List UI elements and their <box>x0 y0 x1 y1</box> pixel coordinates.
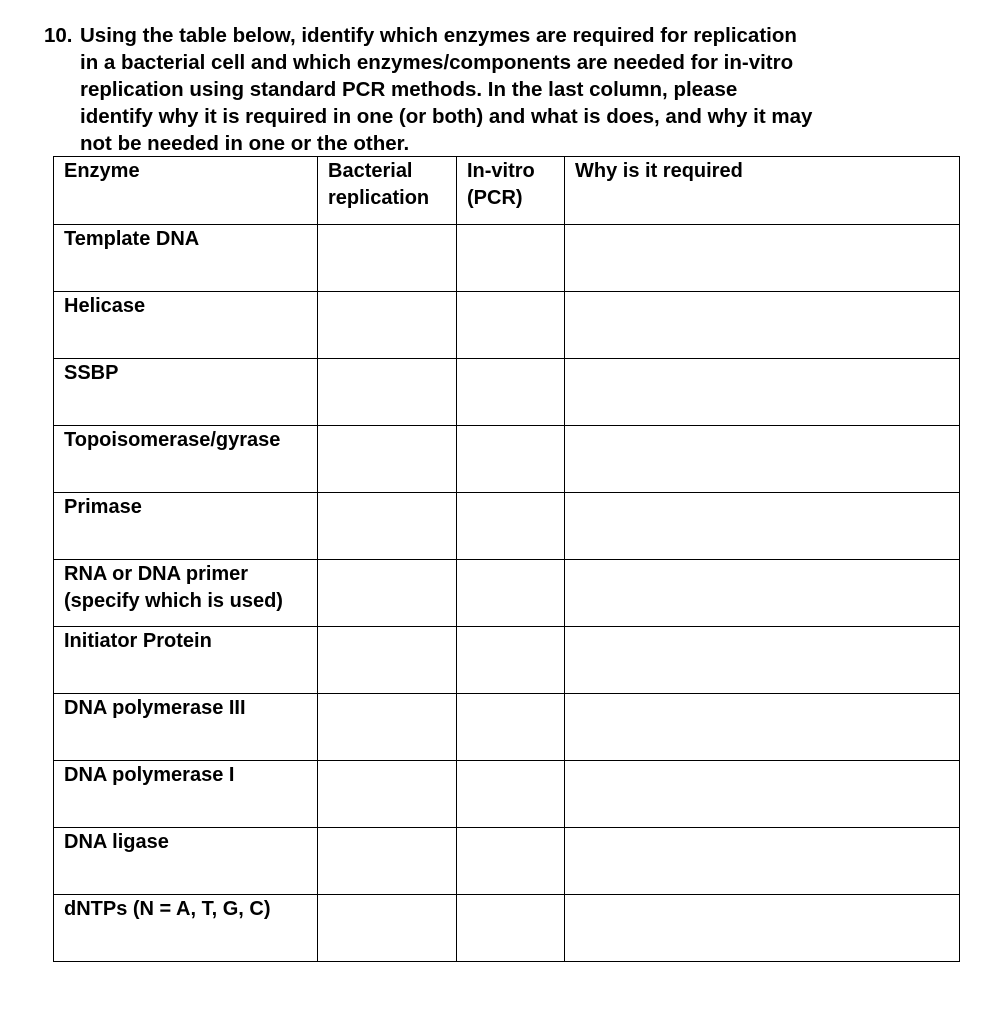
bacterial-answer-cell[interactable] <box>318 828 457 895</box>
table-row <box>54 627 960 694</box>
pcr-answer-cell[interactable] <box>457 761 565 828</box>
why-answer-cell[interactable] <box>565 225 960 292</box>
header-in-vitro-pcr <box>457 157 565 225</box>
bacterial-answer-cell[interactable] <box>318 426 457 493</box>
enzyme-cell <box>54 426 318 493</box>
why-answer-cell[interactable] <box>565 426 960 493</box>
table-row <box>54 895 960 962</box>
question-line: Using the table below, identify which enzymes are required for replication <box>80 24 797 47</box>
enzyme-name: Primase <box>64 496 142 518</box>
pcr-answer-cell[interactable] <box>457 292 565 359</box>
enzyme-name: DNA polymerase I <box>64 764 235 786</box>
enzyme-name: DNA ligase <box>64 831 169 853</box>
enzyme-cell <box>54 292 318 359</box>
bacterial-answer-cell[interactable] <box>318 225 457 292</box>
pcr-answer-cell[interactable] <box>457 560 565 627</box>
pcr-answer-cell[interactable] <box>457 426 565 493</box>
table-row <box>54 828 960 895</box>
header-why-required <box>565 157 960 225</box>
pcr-answer-cell[interactable] <box>457 694 565 761</box>
header-why-label: Why is it required <box>575 160 743 182</box>
enzyme-cell <box>54 895 318 962</box>
enzyme-name: Topoisomerase/gyrase <box>64 429 281 451</box>
bacterial-answer-cell[interactable] <box>318 292 457 359</box>
bacterial-answer-cell[interactable] <box>318 493 457 560</box>
enzyme-name: DNA polymerase III <box>64 697 246 719</box>
why-answer-cell[interactable] <box>565 560 960 627</box>
table-row <box>54 426 960 493</box>
why-answer-cell[interactable] <box>565 761 960 828</box>
why-answer-cell[interactable] <box>565 493 960 560</box>
header-bacterial-label-1: Bacterial <box>328 160 413 182</box>
enzyme-cell <box>54 225 318 292</box>
enzyme-name: Helicase <box>64 295 146 317</box>
table-row <box>54 359 960 426</box>
bacterial-answer-cell[interactable] <box>318 761 457 828</box>
why-answer-cell[interactable] <box>565 694 960 761</box>
bacterial-answer-cell[interactable] <box>318 895 457 962</box>
enzyme-table <box>53 156 960 962</box>
enzyme-cell <box>54 359 318 426</box>
header-enzyme <box>54 157 318 225</box>
question-line: in a bacterial cell and which enzymes/components are needed for in-vitro <box>80 51 794 74</box>
pcr-answer-cell[interactable] <box>457 493 565 560</box>
pcr-answer-cell[interactable] <box>457 359 565 426</box>
question-text <box>80 22 944 157</box>
why-answer-cell[interactable] <box>565 359 960 426</box>
enzyme-note: (specify which is used) <box>64 590 283 612</box>
enzyme-cell <box>54 761 318 828</box>
header-bacterial-label-2: replication <box>328 187 430 209</box>
enzyme-cell <box>54 627 318 694</box>
question-line: replication using standard PCR methods. In the last column, please <box>80 78 738 101</box>
header-enzyme-label: Enzyme <box>64 160 140 182</box>
enzyme-cell <box>54 694 318 761</box>
pcr-answer-cell[interactable] <box>457 627 565 694</box>
enzyme-cell <box>54 493 318 560</box>
enzyme-name: Initiator Protein <box>64 630 212 652</box>
question-block <box>44 22 944 157</box>
question-line: identify why it is required in one (or both) and what is does, and why it may <box>80 105 813 128</box>
pcr-answer-cell[interactable] <box>457 828 565 895</box>
enzyme-cell <box>54 828 318 895</box>
pcr-answer-cell[interactable] <box>457 895 565 962</box>
table-row <box>54 560 960 627</box>
table-header-row <box>54 157 960 225</box>
header-invitro-label-1: In-vitro <box>467 160 535 182</box>
enzyme-name: Template DNA <box>64 228 200 250</box>
bacterial-answer-cell[interactable] <box>318 560 457 627</box>
pcr-answer-cell[interactable] <box>457 225 565 292</box>
table-row <box>54 493 960 560</box>
question-line: not be needed in one or the other. <box>80 132 410 155</box>
bacterial-answer-cell[interactable] <box>318 694 457 761</box>
enzyme-name: SSBP <box>64 362 119 384</box>
why-answer-cell[interactable] <box>565 828 960 895</box>
enzyme-cell <box>54 560 318 627</box>
why-answer-cell[interactable] <box>565 292 960 359</box>
question-number: 10. <box>44 24 73 47</box>
bacterial-answer-cell[interactable] <box>318 359 457 426</box>
why-answer-cell[interactable] <box>565 627 960 694</box>
header-invitro-label-2: (PCR) <box>467 187 523 209</box>
enzyme-name: RNA or DNA primer <box>64 563 249 585</box>
bacterial-answer-cell[interactable] <box>318 627 457 694</box>
table-row <box>54 292 960 359</box>
why-answer-cell[interactable] <box>565 895 960 962</box>
header-bacterial-replication <box>318 157 457 225</box>
table-row <box>54 761 960 828</box>
table-row <box>54 694 960 761</box>
table-row <box>54 225 960 292</box>
enzyme-name: dNTPs (N = A, T, G, C) <box>64 898 271 920</box>
